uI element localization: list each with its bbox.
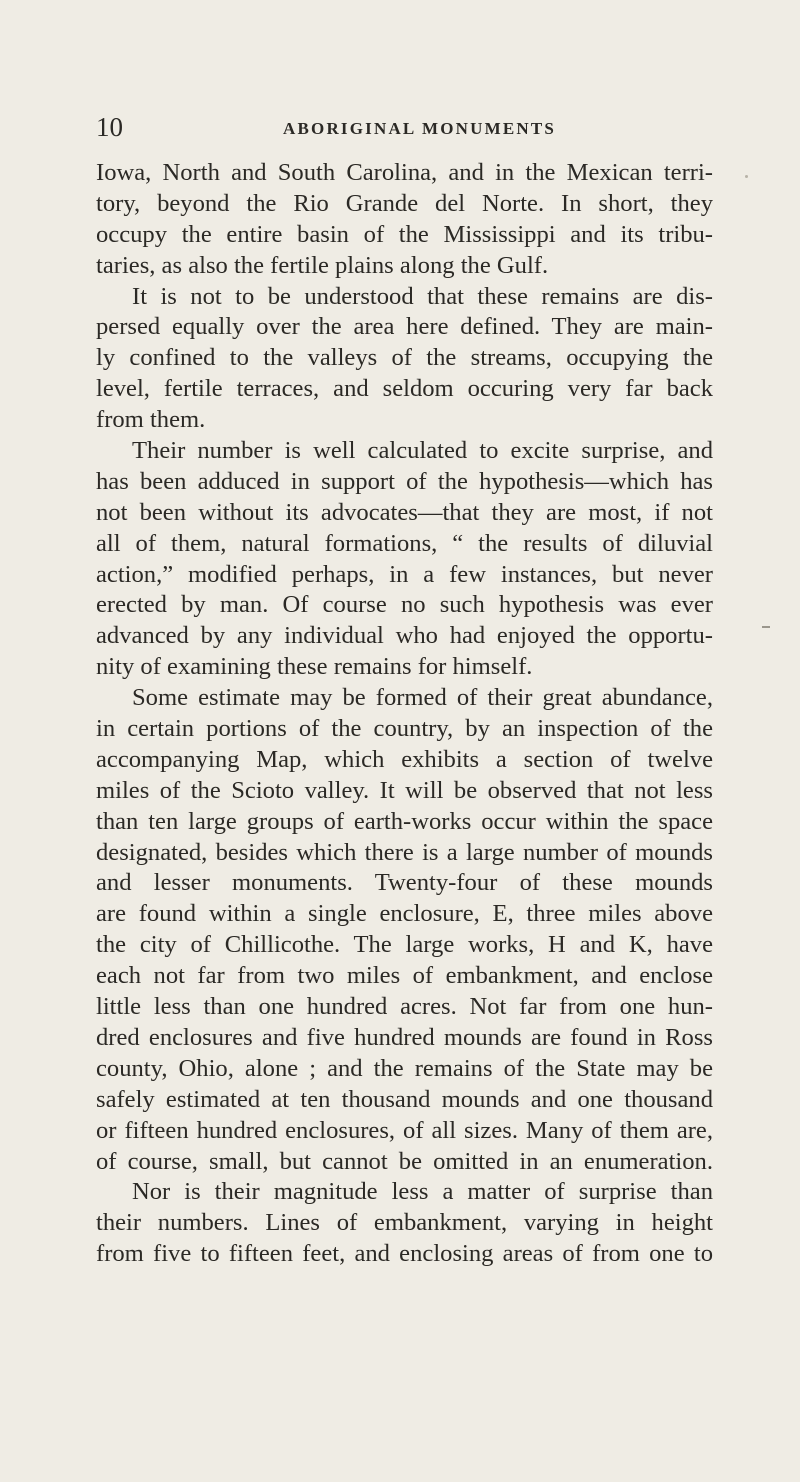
text-line: safely estimated at ten thousand mounds and one thousand bbox=[96, 1085, 713, 1113]
text-line: their numbers. Lines of embankment, varying in height bbox=[96, 1209, 713, 1237]
text-line: miles of the Scioto valley. It will be observed that not less bbox=[96, 776, 713, 804]
text-line: are found within a single enclosure, E, three miles above bbox=[96, 900, 713, 928]
running-title: ABORIGINAL MONUMENTS bbox=[283, 119, 557, 138]
text-line: of course, small, but cannot be omitted in an enumeration. bbox=[96, 1147, 713, 1175]
text-line: the city of Chillicothe. The large works, H and K, have bbox=[96, 931, 713, 959]
text-line: nity of examining these remains for himself. bbox=[96, 653, 533, 681]
text-line: county, Ohio, alone ; and the remains of the State may be bbox=[96, 1054, 713, 1082]
text-line: occupy the entire basin of the Mississippi and its tribu- bbox=[96, 220, 713, 248]
text-line: and lesser monuments. Twenty-four of these mounds bbox=[96, 869, 713, 897]
text-line: little less than one hundred acres. Not far from one hun- bbox=[96, 993, 713, 1021]
page-number: 10 bbox=[96, 112, 123, 142]
text-line: advanced by any individual who had enjoyed the opportu- bbox=[96, 622, 713, 650]
text-line: It is not to be understood that these remains are dis- bbox=[132, 282, 713, 310]
text-line: has been adduced in support of the hypothesis—which has bbox=[96, 467, 713, 495]
text-line: in certain portions of the country, by an inspection of the bbox=[96, 715, 713, 743]
text-line: all of them, natural formations, “ the results of diluvial bbox=[96, 529, 713, 557]
text-line: accompanying Map, which exhibits a section of twelve bbox=[96, 745, 713, 773]
text-line: from them. bbox=[96, 406, 206, 434]
text-line: not been without its advocates—that they are most, if not bbox=[96, 498, 713, 526]
text-line: each not far from two miles of embankment, and enclose bbox=[96, 962, 713, 990]
text-line: than ten large groups of earth-works occur within the space bbox=[96, 807, 713, 835]
text-line: Iowa, North and South Carolina, and in the Mexican terri- bbox=[96, 159, 713, 186]
margin-mark bbox=[762, 626, 770, 628]
text-line: taries, as also the fertile plains along the Gulf. bbox=[96, 251, 549, 279]
text-line: ly confined to the valleys of the streams, occupying the bbox=[96, 344, 713, 372]
text-line: persed equally over the area here defined. They are main- bbox=[96, 313, 713, 341]
text-line: level, fertile terraces, and seldom occuring very far back bbox=[96, 375, 713, 403]
text-line: dred enclosures and five hundred mounds are found in Ross bbox=[96, 1023, 713, 1051]
text-line: from five to fifteen feet, and enclosing areas of from one to bbox=[96, 1240, 713, 1268]
text-line: Their number is well calculated to excite surprise, and bbox=[132, 437, 713, 465]
text-line: Some estimate may be formed of their great abundance, bbox=[132, 684, 713, 712]
text-line: erected by man. Of course no such hypothesis was ever bbox=[96, 591, 713, 619]
text-line: designated, besides which there is a large number of mounds bbox=[96, 838, 713, 866]
paper-speck bbox=[745, 175, 748, 178]
text-line: Nor is their magnitude less a matter of surprise than bbox=[132, 1178, 713, 1206]
text-line: or fifteen hundred enclosures, of all sizes. Many of them are, bbox=[96, 1116, 713, 1144]
text-line: action,” modified perhaps, in a few instances, but never bbox=[96, 560, 713, 588]
body-text bbox=[96, 158, 713, 1270]
running-head bbox=[96, 112, 716, 142]
text-line: tory, beyond the Rio Grande del Norte. In short, they bbox=[96, 189, 713, 217]
